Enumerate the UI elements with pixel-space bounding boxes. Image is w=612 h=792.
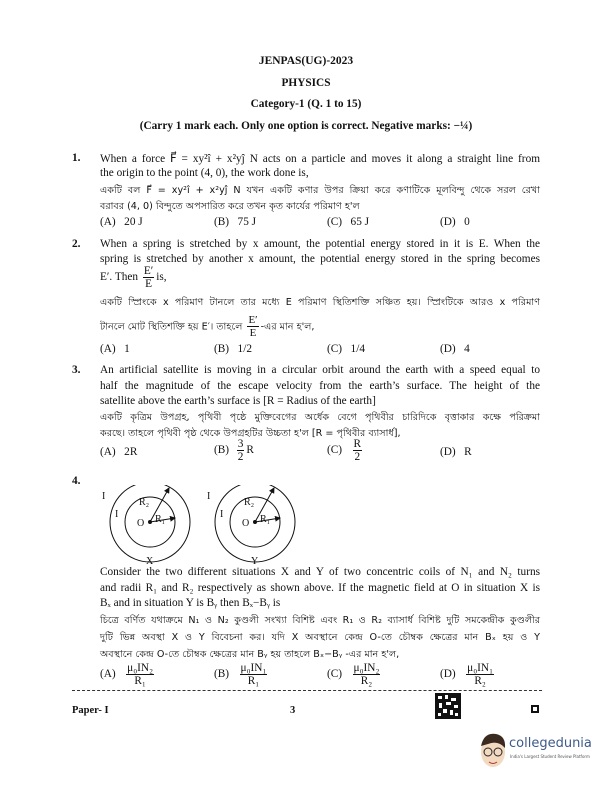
question-text-bengali: বরাবর (4, 0) বিন্দুতে অপসারিত করে তখন কৃত কার্যের পরিমাণ হ'ল <box>100 201 360 212</box>
center-label: O <box>137 518 145 529</box>
option-a[interactable]: (A) 1 <box>100 343 130 355</box>
current-label: I <box>220 509 224 520</box>
qr-code-icon <box>435 693 461 719</box>
coil-diagram-x <box>110 485 190 562</box>
radius-label: R₂ <box>139 497 150 508</box>
question-text-bengali: একটি বল F⃗ = xy²î + x²yĵ N যখন একটি কণার উপর ক্রিয়া করে কণাটিকে মূলবিন্দু থেকে সরল রেখা <box>100 185 540 196</box>
option-a[interactable]: (A) $\frac{\text{μ₀IN₂}}{\text{R₁}}$ <box>100 662 154 687</box>
question-text-bengali: অবস্থানে কেন্দ্র O-তে চৌম্বক ক্ষেত্রের মান Bᵧ হয় তাহলে Bₓ−Bᵧ -এর মান হ'ল, <box>100 649 400 660</box>
option-d[interactable]: (D) 0 <box>440 216 470 228</box>
question-text: half the magnitude of the escape velocity from the earth’s surface. The height of the <box>100 380 540 392</box>
option-b[interactable]: (B) 1/2 <box>214 343 252 355</box>
question-number: 4. <box>72 475 81 487</box>
exam-title: JENPAS(UG)-2023 <box>258 55 354 67</box>
category-title: Category-1 (Q. 1 to 15) <box>250 98 362 110</box>
center-label: O <box>242 518 250 529</box>
option-a[interactable]: (A) 20 J <box>100 216 143 228</box>
option-d[interactable]: (D) R <box>440 446 472 458</box>
collegedunia-logo: collegedunia India's Largest Student Review Platform <box>478 728 612 788</box>
current-label: I <box>115 509 119 520</box>
concentric-coils-diagram <box>95 485 315 570</box>
question-text: When a force F⃗ = xy²î + x²yĵ N acts on a particle and moves it along a straight line from <box>100 153 540 165</box>
question-text: An artificial satellite is moving in a circular orbit around the earth with a speed equal to <box>100 364 540 376</box>
subject-title: PHYSICS <box>281 77 331 89</box>
option-c[interactable]: (C) 1/4 <box>327 343 365 355</box>
question-text: satellite above the earth’s surface is [R = Radius of the earth] <box>100 395 376 407</box>
paper-label: Paper- I <box>72 705 109 716</box>
corner-mark-icon <box>531 705 539 713</box>
option-d[interactable]: (D) 4 <box>440 343 470 355</box>
question-text-bengali: একটি স্প্রিংকে x পরিমাণ টানলে তার মধ্যে E পরিমাণ স্থিতিশক্তি সঞ্চিত হয়। স্প্রিংটিকে আরও x পরিমাণ <box>100 297 540 308</box>
question-text-bengali: টানলে মোট স্থিতিশক্তি হয় E′। তাহলে $\frac{E'}{E}$ -এর মান হ'ল, <box>100 314 315 339</box>
question-number: 1. <box>72 152 81 164</box>
radius-label: R₁ <box>155 514 166 525</box>
page-number: 3 <box>290 705 296 716</box>
question-text-bengali: চিত্রে বর্ণিত যথাক্রমে N₁ ও N₂ কুণ্ডলী সংখ্যা বিশিষ্ট এবং R₁ ও R₂ ব্যাসার্ধ বিশিষ্ট দুটি সমকেন্দ্রীক কুণ্ডলীর <box>100 615 540 626</box>
question-text: spring is stretched by another x amount, the potential energy stored in the spring becomes <box>100 253 540 265</box>
option-c[interactable]: (C) $\frac{\text{μ₀IN₂}}{\text{R₂}}$ <box>327 662 380 687</box>
page-divider <box>72 690 542 691</box>
option-d[interactable]: (D) $\frac{\text{μ₀IN₁}}{\text{R₂}}$ <box>440 662 494 687</box>
instructions: (Carry 1 mark each. Only one option is correct. Negative marks: −¼) <box>139 120 473 132</box>
mascot-icon <box>478 728 508 772</box>
option-b[interactable]: (B) $\frac{\text{μ₀IN₁}}{\text{R₁}}$ <box>214 662 267 687</box>
radius-label: R₂ <box>244 497 255 508</box>
coil-diagram-y <box>215 485 295 562</box>
option-c[interactable]: (C) $\frac{R}{2}$ <box>327 438 362 463</box>
question-text: E′. Then $\frac{E'}{E}$ is, <box>100 265 167 290</box>
question-text-bengali: করছে। তাহলে পৃথিবী পৃষ্ঠ থেকে উপগ্রহটির উচ্চতা হ'ল [R = পৃথিবীর ব্যাসার্ধ], <box>100 428 401 439</box>
option-a[interactable]: (A) 2R <box>100 446 138 458</box>
current-label: I <box>102 491 106 502</box>
question-text-bengali: একটি কৃত্রিম উপগ্রহ, পৃথিবী পৃষ্ঠে মুক্তিবেগের অর্ধেক বেগে পৃথিবীর চারিদিকে বৃত্তাকার কক্ষে পরিক্রমা <box>100 412 540 423</box>
question-text: When a spring is stretched by x amount, the potential energy stored in it is E. When the <box>100 238 540 250</box>
option-c[interactable]: (C) 65 J <box>327 216 370 228</box>
question-text: Bₓ and in situation Y is Bᵧ then Bₓ−Bᵧ is <box>100 597 281 609</box>
question-number: 2. <box>72 238 81 250</box>
question-number: 3. <box>72 364 81 376</box>
question-text: and radii R₁ and R₂ respectively as shown above. If the magnetic field at O in situation X is <box>100 582 540 594</box>
option-b[interactable]: (B) 75 J <box>214 216 257 228</box>
option-b[interactable]: (B) $\frac{3}{2}$ R <box>214 438 254 463</box>
radius-label: R₁ <box>260 514 271 525</box>
question-text-bengali: দুটি ভিন্ন অবস্থা X ও Y বিবেচনা কর। যদি X অবস্থানে কেন্দ্র O-তে চৌম্বক ক্ষেত্রের মান Bₓ হয় ও Y <box>100 632 540 643</box>
situation-y-label: Y <box>251 556 259 567</box>
question-text: the origin to the point (4, 0), the work done is, <box>100 167 309 179</box>
question-text: Consider the two different situations X and Y of two concentric coils of N₁ and N₂ turns <box>100 566 540 578</box>
situation-x-label: X <box>146 556 154 567</box>
current-label: I <box>207 491 211 502</box>
